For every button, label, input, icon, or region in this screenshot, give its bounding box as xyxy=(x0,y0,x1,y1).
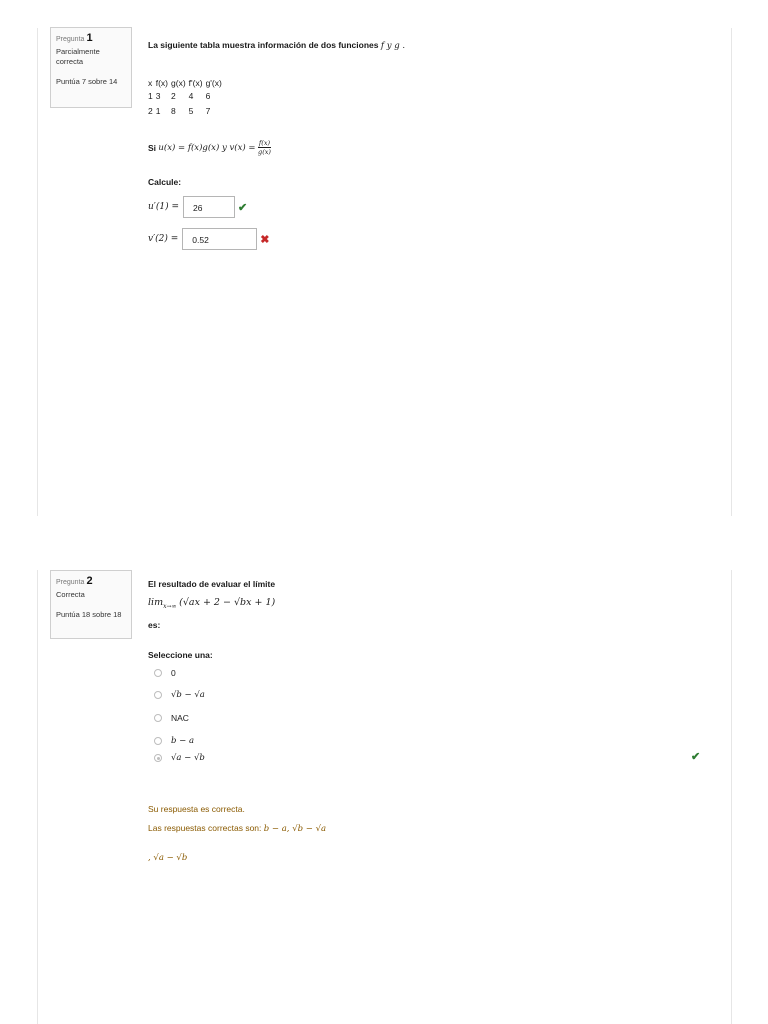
option-4[interactable] xyxy=(154,753,205,763)
radio-button[interactable] xyxy=(154,669,162,677)
radio-button[interactable] xyxy=(154,714,162,722)
table-cell: 5 xyxy=(188,105,194,116)
card2-left-border xyxy=(37,570,38,1024)
question-state: Parcialmente correcta xyxy=(56,47,100,66)
radio-button[interactable] xyxy=(154,737,162,745)
calc-label: Calcule: xyxy=(148,177,182,187)
statement-math: f y g . xyxy=(380,41,406,51)
table-cell: 2 xyxy=(171,90,176,101)
table-cell: 1 xyxy=(155,105,161,116)
table-cell: 7 xyxy=(205,105,211,116)
function-definition xyxy=(148,139,271,156)
table-row xyxy=(148,103,225,118)
answer-2-label: v′(2) = xyxy=(148,234,179,244)
option-label: b − a xyxy=(171,736,195,746)
question-mark: Puntúa 7 sobre 14 xyxy=(56,77,118,86)
table-header: f(x) xyxy=(155,78,169,88)
question-number: 1 xyxy=(86,32,93,44)
card1-right-border xyxy=(731,28,732,516)
data-table xyxy=(148,78,225,118)
question-state: Correcta xyxy=(56,590,85,599)
table-cell: 3 xyxy=(155,90,161,101)
table-row xyxy=(148,88,225,103)
question-mark: Puntúa 18 sobre 18 xyxy=(56,610,122,619)
table-cell: 4 xyxy=(188,90,194,101)
table-header: g(x) xyxy=(171,78,186,88)
answer-row-2 xyxy=(148,228,270,250)
limit-lim: lim xyxy=(148,597,164,608)
limit-subscript: x→∞ xyxy=(163,602,177,610)
option-1[interactable] xyxy=(154,690,205,700)
feedback-answers-math: b − a, √b − √a xyxy=(263,824,327,834)
table-cell: 8 xyxy=(171,105,176,116)
table-header: f'(x) xyxy=(188,78,203,88)
question-label: Pregunta xyxy=(56,579,85,586)
definition-fraction xyxy=(258,139,271,156)
card2-right-border xyxy=(731,570,732,1024)
limit-body: (√ax + 2 − √bx + 1) xyxy=(179,597,276,608)
answer-row-1 xyxy=(148,196,247,218)
question-label: Pregunta xyxy=(56,36,85,43)
option-label: NAC xyxy=(171,713,189,723)
option-label: 0 xyxy=(171,668,176,678)
radio-button-selected[interactable] xyxy=(154,754,162,762)
option-3[interactable] xyxy=(154,736,194,746)
option-0[interactable] xyxy=(154,668,176,678)
feedback-answers-cont: , √a − √b xyxy=(148,853,188,863)
question-2-statement: El resultado de evaluar el límite xyxy=(148,579,276,589)
question-2-info xyxy=(50,570,132,639)
option-2[interactable] xyxy=(154,713,189,723)
feedback-answers xyxy=(148,823,326,834)
feedback-answers-label: Las respuestas correctas son: xyxy=(148,823,262,833)
radio-button[interactable] xyxy=(154,691,162,699)
function-table xyxy=(148,78,225,118)
question-2-statement-end: es: xyxy=(148,620,161,630)
option-label: √a − √b xyxy=(171,753,205,763)
table-header: g'(x) xyxy=(205,78,222,88)
definition-math: u(x) = f(x)g(x) y v(x) = xyxy=(158,142,256,153)
table-cell: 6 xyxy=(205,90,211,101)
incorrect-cross-icon: ✖ xyxy=(260,233,270,246)
answer-1-input[interactable]: 26 xyxy=(183,196,235,218)
table-cell: 2 xyxy=(148,105,153,116)
question-1-info xyxy=(50,27,132,108)
question-statement xyxy=(148,40,708,51)
answer-1-label: u′(1) = xyxy=(148,202,179,212)
table-header: x xyxy=(148,78,153,88)
limit-expression xyxy=(148,597,275,610)
feedback-correct: Su respuesta es correcta. xyxy=(148,804,245,814)
table-cell: 1 xyxy=(148,90,153,101)
select-label: Seleccione una: xyxy=(148,650,213,660)
option-label: √b − √a xyxy=(171,690,205,700)
fraction-denominator: g(x) xyxy=(258,148,271,156)
answer-2-input[interactable]: 0.52 xyxy=(182,228,257,250)
fraction-numerator: f(x) xyxy=(258,139,271,147)
card1-left-border xyxy=(37,28,38,516)
definition-prefix: Si xyxy=(148,142,157,153)
correct-check-icon: ✔ xyxy=(691,751,701,763)
question-number: 2 xyxy=(86,575,93,587)
table-header-row xyxy=(148,78,225,88)
correct-check-icon: ✔ xyxy=(238,201,248,214)
statement-text: La siguiente tabla muestra información de dos funciones xyxy=(148,40,379,50)
question-1-content xyxy=(148,40,708,51)
